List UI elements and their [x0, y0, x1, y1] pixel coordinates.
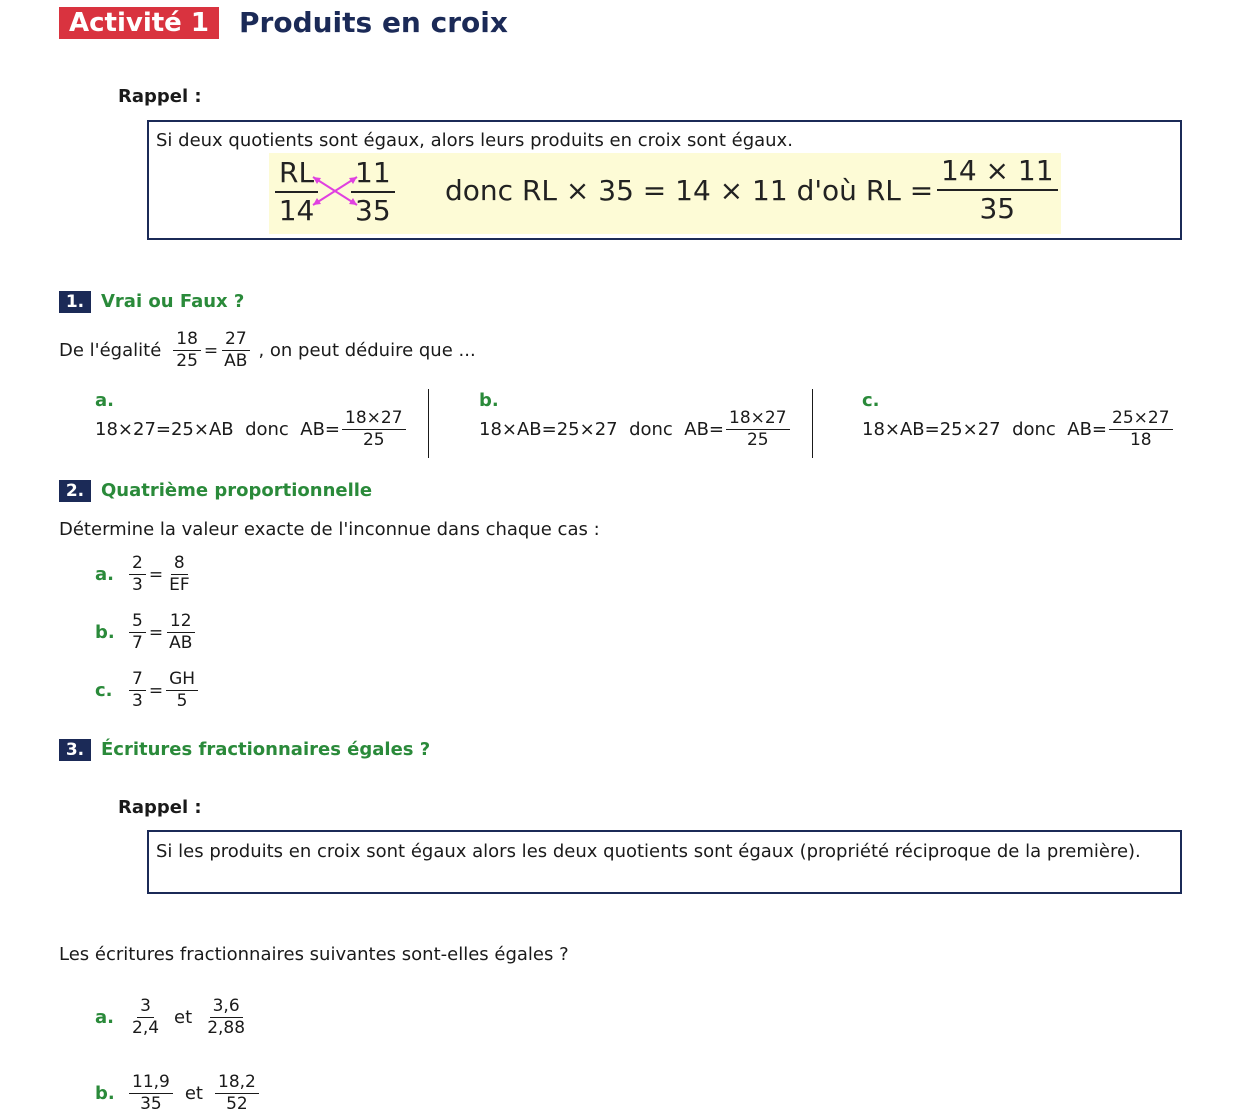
- item-n2: GH: [166, 669, 198, 691]
- option-a-num: 18×27: [342, 408, 406, 430]
- item-d2: 2,88: [207, 1018, 246, 1038]
- option-a: [95, 408, 408, 451]
- list-item: [95, 611, 197, 654]
- section-3-number: 3.: [59, 739, 91, 761]
- option-b-den: 25: [746, 430, 769, 450]
- et-text: et: [174, 1007, 193, 1028]
- equality-fraction-2: [221, 329, 250, 372]
- option-a-den: 25: [362, 430, 385, 450]
- option-a-text: 18×27=25×AB donc AB=: [95, 419, 340, 440]
- section-3-title: Écritures fractionnaires égales ?: [101, 739, 431, 760]
- item-d1: 3: [132, 691, 143, 711]
- intro-after: , on peut déduire que ...: [258, 340, 476, 361]
- formula-frac2-den: 35: [355, 194, 391, 227]
- section-2-number: 2.: [59, 480, 91, 502]
- item-n2: 12: [167, 611, 195, 633]
- section-1-intro: [59, 329, 476, 372]
- item-label: a.: [95, 1007, 114, 1028]
- formula-frac1-den: 14: [278, 194, 315, 227]
- option-c-den: 18: [1129, 430, 1152, 450]
- rappel-box: [147, 120, 1182, 240]
- cross-product-formula: [269, 153, 1061, 234]
- formula-frac2-num: 11: [351, 155, 395, 193]
- rappel-box-2: [147, 830, 1182, 894]
- item-d1: 3: [132, 575, 143, 595]
- section-3-question: Les écritures fractionnaires suivantes sont-elles égales ?: [59, 944, 569, 965]
- option-b-label: b.: [479, 390, 499, 411]
- item-d2: EF: [169, 575, 190, 595]
- option-b: [479, 408, 792, 451]
- item-label: b.: [95, 622, 115, 643]
- rappel-text: Si deux quotients sont égaux, alors leurs produits en croix sont égaux.: [156, 130, 793, 151]
- section-2-title: Quatrième proportionnelle: [101, 480, 373, 501]
- item-n1: 3: [137, 996, 154, 1018]
- column-divider: [812, 389, 813, 458]
- item-d1: 35: [140, 1094, 162, 1114]
- formula-result-den: 35: [979, 192, 1016, 225]
- item-n1: 2: [129, 553, 146, 575]
- item-d1: 7: [132, 633, 143, 653]
- item-label: b.: [95, 1083, 115, 1104]
- option-c-num: 25×27: [1109, 408, 1173, 430]
- option-b-text: 18×AB=25×27 donc AB=: [479, 419, 724, 440]
- rappel-text-2: Si les produits en croix sont égaux alors les deux quotients sont égaux (propriété réciproque de la première).: [156, 841, 1141, 862]
- eq-sign: =: [148, 622, 164, 643]
- section-1-title: Vrai ou Faux ?: [101, 291, 245, 312]
- eq-n2: 27: [222, 329, 250, 351]
- page-title: Produits en croix: [239, 6, 508, 39]
- option-a-label: a.: [95, 390, 114, 411]
- rappel-label: Rappel :: [118, 797, 202, 818]
- item-label: c.: [95, 680, 113, 701]
- eq-sign: =: [203, 340, 219, 361]
- formula-mid-text: donc RL × 35 = 14 × 11 d'où RL =: [445, 174, 934, 207]
- eq-sign: =: [148, 680, 164, 701]
- item-d2: 5: [176, 691, 188, 711]
- list-item: [95, 669, 200, 712]
- item-n1: 7: [129, 669, 146, 691]
- formula-result-num: 14 × 11: [937, 153, 1058, 191]
- item-n1: 11,9: [129, 1072, 173, 1094]
- activity-badge: Activité 1: [59, 7, 219, 39]
- list-item: [95, 553, 195, 596]
- list-item: [95, 1072, 261, 1115]
- item-n2: 3,6: [210, 996, 243, 1018]
- column-divider: [428, 389, 429, 458]
- option-c-label: c.: [862, 390, 880, 411]
- option-c: [862, 408, 1175, 451]
- rappel-label: Rappel :: [118, 86, 202, 107]
- option-b-num: 18×27: [726, 408, 790, 430]
- et-text: et: [184, 1083, 203, 1104]
- item-d1: 2,4: [132, 1018, 160, 1038]
- eq-n1: 18: [173, 329, 201, 351]
- item-d2: 52: [226, 1094, 248, 1114]
- item-n2: 18,2: [215, 1072, 259, 1094]
- item-label: a.: [95, 564, 114, 585]
- equality-fraction-1: [173, 329, 201, 372]
- item-n2: 8: [171, 553, 188, 575]
- formula-frac1-num: RL: [275, 155, 318, 193]
- item-n1: 5: [129, 611, 146, 633]
- item-d2: AB: [169, 633, 193, 653]
- option-c-text: 18×AB=25×27 donc AB=: [862, 419, 1107, 440]
- eq-sign: =: [148, 564, 164, 585]
- section-2-intro: Détermine la valeur exacte de l'inconnue dans chaque cas :: [59, 519, 600, 540]
- cross-arrows-icon: [309, 171, 361, 211]
- intro-before: De l'égalité: [59, 340, 162, 361]
- list-item: [95, 996, 250, 1039]
- formula-result-fraction: [937, 153, 1058, 227]
- eq-d1: 25: [176, 351, 198, 371]
- eq-d2: AB: [224, 351, 248, 371]
- section-1-number: 1.: [59, 291, 91, 313]
